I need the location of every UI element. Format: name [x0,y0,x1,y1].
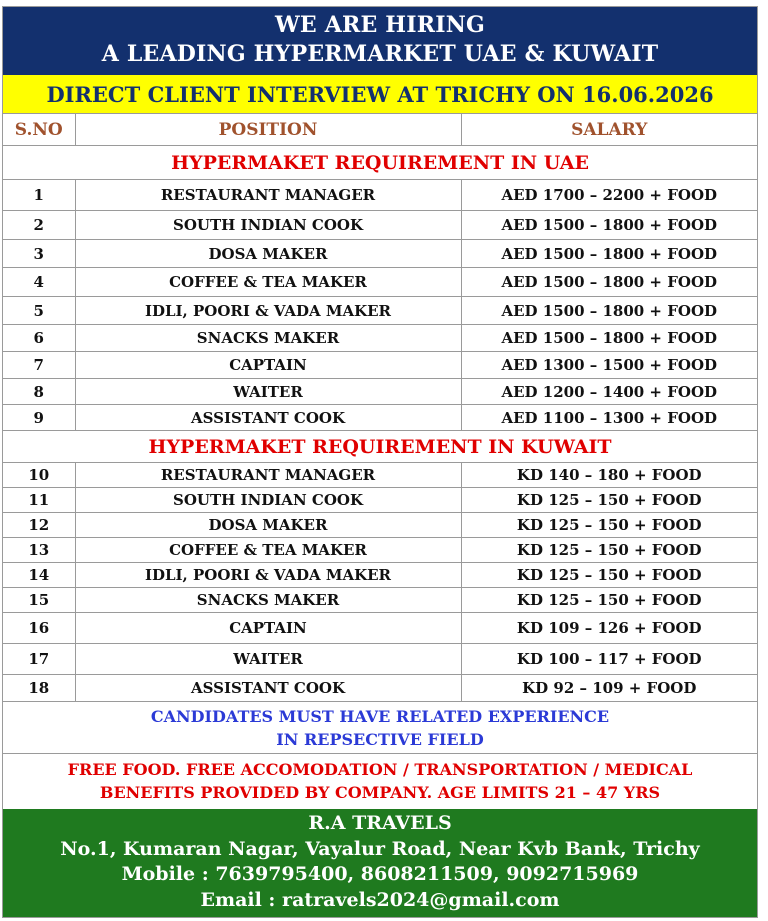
jobs-table [3,114,757,702]
salary-cell: KD 140 – 180 + FOOD [461,463,757,488]
table-row [3,588,757,613]
interview-banner: DIRECT CLIENT INTERVIEW AT TRICHY ON 16.06.2026 [3,75,757,114]
column-header-sno: S.NO [3,114,75,146]
position-cell: SNACKS MAKER [75,588,461,613]
position-cell: WAITER [75,644,461,675]
position-cell: CAPTAIN [75,613,461,644]
section-heading-row [3,146,757,180]
table-row [3,268,757,297]
position-cell: COFFEE & TEA MAKER [75,538,461,563]
position-cell: SOUTH INDIAN COOK [75,488,461,513]
serial-number-cell: 3 [3,240,75,268]
table-row [3,538,757,563]
table-row [3,405,757,431]
salary-cell: AED 1500 – 1800 + FOOD [461,240,757,268]
position-cell: WAITER [75,379,461,405]
table-row [3,297,757,325]
salary-cell: AED 1500 – 1800 + FOOD [461,211,757,240]
salary-cell: KD 125 – 150 + FOOD [461,563,757,588]
salary-cell: KD 125 – 150 + FOOD [461,488,757,513]
serial-number-cell: 17 [3,644,75,675]
serial-number-cell: 15 [3,588,75,613]
serial-number-cell: 4 [3,268,75,297]
position-cell: SNACKS MAKER [75,325,461,352]
salary-cell: KD 125 – 150 + FOOD [461,588,757,613]
table-row [3,488,757,513]
benefits-note-line: BENEFITS PROVIDED BY COMPANY. AGE LIMITS 21 – 47 YRS [99,783,661,802]
position-cell: ASSISTANT COOK [75,675,461,702]
position-cell: IDLI, POORI & VADA MAKER [75,563,461,588]
position-cell: RESTAURANT MANAGER [75,463,461,488]
table-row [3,563,757,588]
section-heading-row [3,431,757,463]
salary-cell: KD 125 – 150 + FOOD [461,513,757,538]
table-header-row [3,114,757,146]
serial-number-cell: 12 [3,513,75,538]
table-row [3,325,757,352]
salary-cell: KD 92 – 109 + FOOD [461,675,757,702]
table-row [3,240,757,268]
job-poster [2,6,758,918]
column-header-salary: SALARY [461,114,757,146]
salary-cell: AED 1700 – 2200 + FOOD [461,180,757,211]
section-heading: HYPERMAKET REQUIREMENT IN UAE [3,146,757,180]
serial-number-cell: 14 [3,563,75,588]
salary-cell: KD 125 – 150 + FOOD [461,538,757,563]
table-row [3,211,757,240]
salary-cell: AED 1200 – 1400 + FOOD [461,379,757,405]
serial-number-cell: 11 [3,488,75,513]
banner-title: WE ARE HIRING [274,12,486,38]
serial-number-cell: 18 [3,675,75,702]
serial-number-cell: 5 [3,297,75,325]
position-cell: CAPTAIN [75,352,461,379]
position-cell: ASSISTANT COOK [75,405,461,431]
mobile-numbers: Mobile : 7639795400, 8608211509, 9092715969 [121,863,639,885]
experience-note [3,702,757,754]
salary-cell: AED 1500 – 1800 + FOOD [461,268,757,297]
contact-footer [3,809,757,917]
table-row [3,675,757,702]
serial-number-cell: 10 [3,463,75,488]
table-row [3,180,757,211]
company-address: No.1, Kumaran Nagar, Vayalur Road, Near Kvb Bank, Trichy [60,837,700,860]
position-cell: IDLI, POORI & VADA MAKER [75,297,461,325]
position-cell: DOSA MAKER [75,513,461,538]
table-row [3,644,757,675]
table-row [3,352,757,379]
position-cell: SOUTH INDIAN COOK [75,211,461,240]
position-cell: COFFEE & TEA MAKER [75,268,461,297]
serial-number-cell: 9 [3,405,75,431]
salary-cell: AED 1500 – 1800 + FOOD [461,297,757,325]
serial-number-cell: 8 [3,379,75,405]
salary-cell: KD 109 – 126 + FOOD [461,613,757,644]
banner-subtitle: A LEADING HYPERMARKET UAE & KUWAIT [101,41,659,67]
benefits-note-line: FREE FOOD. FREE ACCOMODATION / TRANSPORTATION / MEDICAL [67,760,693,779]
serial-number-cell: 1 [3,180,75,211]
salary-cell: AED 1500 – 1800 + FOOD [461,325,757,352]
serial-number-cell: 7 [3,352,75,379]
table-row [3,613,757,644]
table-row [3,513,757,538]
hiring-banner [3,7,757,75]
company-name: R.A TRAVELS [308,812,452,834]
table-row [3,379,757,405]
serial-number-cell: 6 [3,325,75,352]
column-header-position: POSITION [75,114,461,146]
serial-number-cell: 16 [3,613,75,644]
position-cell: RESTAURANT MANAGER [75,180,461,211]
serial-number-cell: 13 [3,538,75,563]
benefits-note [3,754,757,809]
serial-number-cell: 2 [3,211,75,240]
salary-cell: KD 100 – 117 + FOOD [461,644,757,675]
salary-cell: AED 1300 – 1500 + FOOD [461,352,757,379]
experience-note-line: CANDIDATES MUST HAVE RELATED EXPERIENCE [150,707,610,726]
salary-cell: AED 1100 – 1300 + FOOD [461,405,757,431]
section-heading: HYPERMAKET REQUIREMENT IN KUWAIT [3,431,757,463]
position-cell: DOSA MAKER [75,240,461,268]
experience-note-line: IN REPSECTIVE FIELD [276,730,484,749]
table-row [3,463,757,488]
email-address: Email : ratravels2024@gmail.com [200,888,560,911]
